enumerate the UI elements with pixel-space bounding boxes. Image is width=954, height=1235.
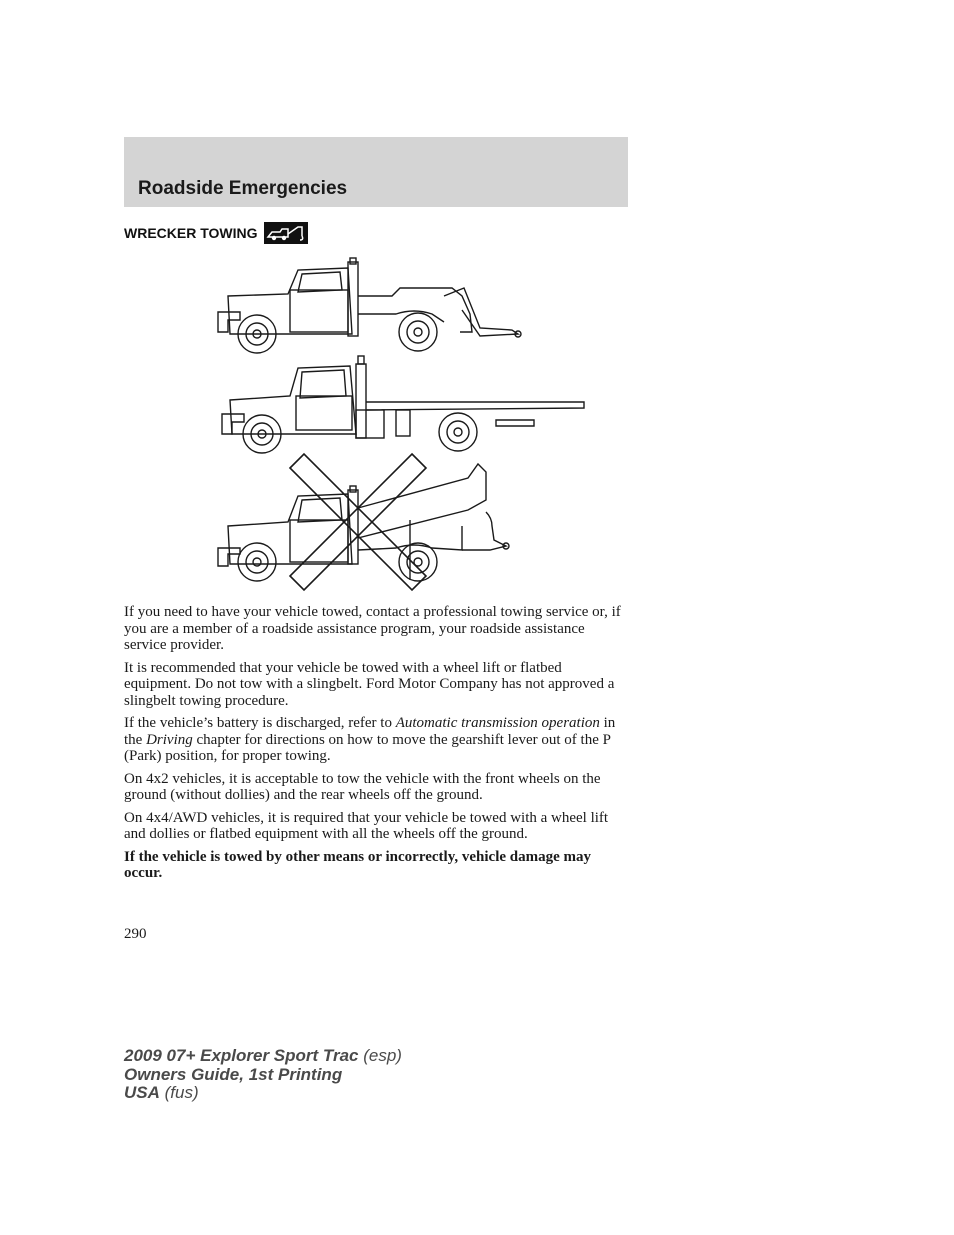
footer-line-2 [124, 1066, 402, 1085]
footer-model: 2009 07+ Explorer Sport Trac [124, 1046, 359, 1065]
paragraph-discharged-battery [124, 715, 630, 765]
wheel-lift-tow-truck [218, 258, 521, 353]
footer-market: USA [124, 1083, 160, 1102]
p3-text-b: in the [124, 715, 616, 748]
document-footer [124, 1047, 402, 1103]
body-text [124, 604, 630, 888]
footer-market-code: (fus) [159, 1083, 199, 1102]
page-number: 290 [124, 926, 147, 942]
footer-line-1 [124, 1047, 402, 1066]
warning-text: If the vehicle is towed by other means or incorrectly, vehicle damage may occur. [124, 848, 592, 881]
p3-ref-driving: Driving [146, 731, 193, 748]
footer-model-code: (esp) [358, 1046, 402, 1065]
paragraph-towing-service: If you need to have your vehicle towed, contact a professional towing service or, if you are a member of a roadside assistance program, your roadside assistance service provider. [124, 604, 621, 653]
p3-ref-transmission: Automatic transmission operation [395, 715, 600, 731]
towing-methods-illustration [200, 250, 600, 595]
slingbelt-tow-truck [218, 464, 509, 581]
paragraph-recommended-equipment: It is recommended that your vehicle be towed with a wheel lift or flatbed equipment. Do not tow with a slingbelt. Ford Motor Company has not approved a slingbelt towing procedure. [124, 659, 615, 709]
p3-text-a: If the vehicle’s battery is discharged, refer to [124, 715, 396, 731]
footer-printing: Owners Guide, 1st Printing [124, 1064, 343, 1084]
subsection-heading [124, 222, 308, 244]
tow-truck-icon [264, 222, 308, 244]
paragraph-4x4: On 4x4/AWD vehicles, it is required that your vehicle be towed with a wheel lift and dollies or flatbed equipment with all the wheels off the ground. [124, 809, 609, 842]
footer-line-3 [124, 1084, 402, 1103]
paragraph-warning [124, 849, 630, 882]
section-title: Roadside Emergencies [138, 178, 348, 199]
subsection-title: WRECKER TOWING [124, 225, 258, 241]
p3-text-c: chapter for directions on how to move the gearshift lever out of the P (Park) position, for proper towing. [124, 731, 611, 764]
flatbed-tow-truck [222, 356, 584, 453]
paragraph-4x2: On 4x2 vehicles, it is acceptable to tow the vehicle with the front wheels on the ground (without dollies) and the rear wheels off the ground. [124, 770, 601, 803]
